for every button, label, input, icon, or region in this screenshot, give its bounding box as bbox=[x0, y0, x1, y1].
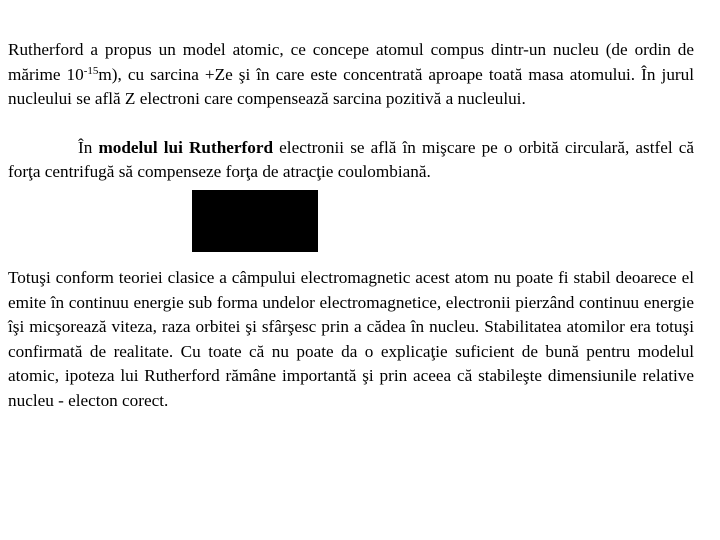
paragraph-1-text-a: Rutherford a propus un model atomic, ce concepe atomul compus dintr-un nucleu (de ordin de mărime 10 bbox=[8, 40, 694, 84]
paragraph-1-text-b: m), cu sarcina +Ze şi în care este concentrată aproape toată masa atomului. În jurul nucleului se află Z electroni care compensează sarcina pozitivă a nucleului. bbox=[8, 64, 695, 108]
paragraph-classical-theory: Totuşi conform teoriei clasice a câmpului electromagnetic acest atom nu poate fi stabil deoarece el emite în continuu energie sub forma undelor electromagnetice, electronii pierzând continuu energie îşi micşorează viteza, raza orbitei şi sfârşesc prin a cădea în nucleu. Stabilitatea atomilor era totuşi confirmată de realitate. Cu toate că nu poate da o explicaţie suficient de bună pentru modelul atomic, ipoteza lui Rutherford rămâne importantă şi prin aceea că stabileşte dimensiunile relative nucleu - electon corect. bbox=[8, 268, 694, 410]
paragraph-orbit-description bbox=[8, 136, 694, 184]
paragraph-2-rest: electronii se află în mişcare pe o orbită circulară, astfel că forţa centrifugă să compenseze forţa de atracţie coulombiană. bbox=[8, 138, 694, 181]
paragraph-2-bold: modelul lui Rutherford bbox=[98, 138, 274, 157]
paragraph-2-lead: În bbox=[78, 138, 99, 157]
exponent: -15 bbox=[83, 64, 99, 77]
embedded-image-placeholder bbox=[192, 190, 318, 252]
paragraph-rutherford-model bbox=[8, 38, 694, 112]
